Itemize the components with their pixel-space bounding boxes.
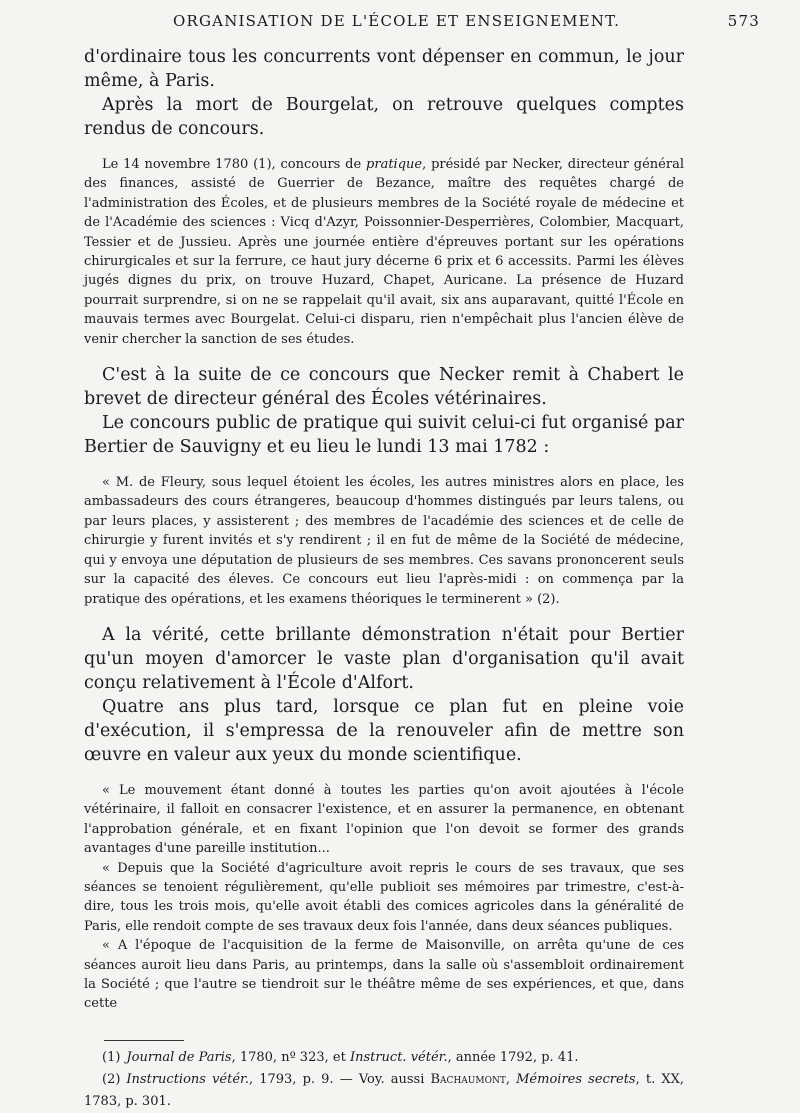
running-header bbox=[155, 12, 760, 36]
running-title: ORGANISATION DE L'ÉCOLE ET ENSEIGNEMENT. bbox=[173, 12, 621, 30]
footnote-text: , bbox=[505, 1071, 517, 1087]
emphasis-text: pratique bbox=[366, 157, 423, 172]
paragraph: A la vérité, cette brillante démonstration n'était pour Bertier qu'un moyen d'amorcer le vaste plan d'organisation qu'il avait conçu relativement à l'École d'Alfort. bbox=[84, 624, 684, 693]
footnote-text: , t. XX, 1783, p. 301. bbox=[84, 1071, 685, 1109]
footnote-text: , année 1792, p. 41. bbox=[447, 1049, 579, 1065]
footnote-text: , 1780, nº 323, et bbox=[231, 1049, 350, 1065]
footnote-2 bbox=[84, 1069, 684, 1113]
paragraph: Après la mort de Bourgelat, on retrouve quelques comptes rendus de concours. bbox=[84, 95, 684, 139]
footnote-1 bbox=[84, 1047, 684, 1069]
quote-text: Le 14 novembre 1780 (1), concours de bbox=[102, 157, 367, 172]
page-number: 573 bbox=[727, 12, 760, 30]
paragraph: d'ordinaire tous les concurrents vont dépenser en commun, le jour même, à Paris. bbox=[84, 47, 684, 91]
paragraph: Quatre ans plus tard, lorsque ce plan fut en pleine voie d'exécution, il s'empressa de la renouveler afin de mettre son œuvre en valeur aux yeux du monde scientifique. bbox=[84, 696, 684, 765]
quoted-passage: « A l'époque de l'acquisition de la ferme de Maisonville, on arrêta qu'une de ces séances auroit lieu dans Paris, au printemps, dans la salle où s'assembloit ordinairement la Société ; que l'autre se tiendroit sur le théâtre même de ses expériences, et que, dans cette bbox=[84, 938, 684, 1012]
quoted-passage: « M. de Fleury, sous lequel étoient les écoles, les autres ministres alors en place, les ambassadeurs des cours étrangeres, beaucoup d'hommes distingués par leurs talens, ou par leurs places, y assisterent ; des membres de l'académie des sciences et de celle de chirurgie y furent invités et s'y rendirent ; il en fut de même de la Société de médecine, qui y envoya une députation de plusieurs de ses membres. Ces savans prononcerent seuls sur la capacité des éleves. Ce concours eut lieu l'après-midi : on commença par la pratique des opérations, et les examens théoriques le terminerent » (2). bbox=[84, 475, 684, 607]
page-body bbox=[84, 45, 684, 1113]
footnote-number: (1) bbox=[102, 1049, 121, 1065]
quoted-passage: « Le mouvement étant donné à toutes les parties qu'on avoit ajoutées à l'école vétérinaire, il falloit en consacrer l'existence, et en assurer la permanence, en obtenant l'approbation générale, et en fixant l'opinion que l'on devoit se former des grands avantages d'une pareille institution... bbox=[84, 782, 684, 857]
footnotes bbox=[84, 1047, 684, 1113]
footnote-text: , 1793, p. 9. — Voy. aussi bbox=[248, 1071, 431, 1087]
paragraph: Le concours public de pratique qui suivit celui-ci fut organisé par Bertier de Sauvigny et eu lieu le lundi 13 mai 1782 : bbox=[84, 413, 684, 458]
footnote-title: Journal de Paris bbox=[126, 1049, 232, 1065]
footnote-title: Instructions vétér. bbox=[126, 1071, 249, 1087]
footnote-divider bbox=[104, 1040, 184, 1041]
footnote-title: Mémoires secrets bbox=[516, 1071, 636, 1087]
paragraph: C'est à la suite de ce concours que Necker remit à Chabert le brevet de directeur général des Écoles vétérinaires. bbox=[84, 365, 684, 410]
footnote-title: Instruct. vétér. bbox=[349, 1049, 448, 1065]
quote-text: , présidé par Necker, directeur général des finances, assisté de Guerrier de Bezance, maître des requêtes chargé de l'administration des Écoles, et de plusieurs membres de la Société royale de médecine et de l'Académie des sciences : Vicq d'Azyr, Poissonnier-Desperrières, Colombier, Macquart, Tessier et de Jussieu. Après une journée entière d'épreuves portant sur les opérations chirurgicales et sur la ferrure, ce haut jury décerne 6 prix et 6 accessits. Parmi les élèves jugés dignes du prix, on trouve Huzard, Chapet, Auricane. La présence de Huzard pourrait surprendre, si on ne se rappelait qu'il avait, six ans auparavant, quitté l'École en mauvais termes avec Bourgelat. Celui-ci disparu, rien n'empêchait plus l'ancien élève de venir chercher la sanction de ses études. bbox=[84, 157, 684, 347]
quoted-passage bbox=[84, 155, 684, 349]
footnote-author: Bachaumont bbox=[430, 1071, 506, 1087]
quoted-passage: « Depuis que la Société d'agriculture avoit repris le cours de ses travaux, que ses séances se tenoient régulièrement, qu'elle publioit ses mémoires par trimestre, c'est-à-dire, tous les trois mois, qu'elle avoit établi des comices agricoles dans la généralité de Paris, elle rendoit compte de ses travaux deux fois l'année, dans deux séances publiques. bbox=[84, 860, 684, 934]
footnote-number: (2) bbox=[102, 1071, 121, 1087]
